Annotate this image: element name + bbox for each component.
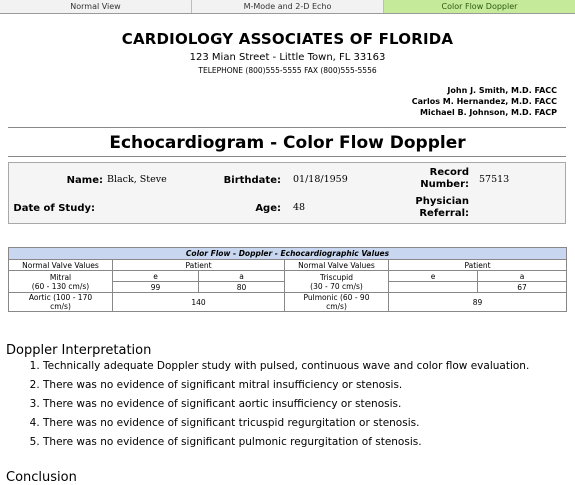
tricuspid-e-value xyxy=(389,282,478,293)
aortic-normal-cell xyxy=(9,293,113,312)
doctor-list xyxy=(412,85,557,118)
pulmonic-value: 89 xyxy=(389,293,567,312)
record-number-label xyxy=(399,167,469,191)
conclusion-heading: Conclusion xyxy=(6,470,77,485)
patient-name: Black, Steve xyxy=(107,174,167,185)
pulmonic-normal-cell xyxy=(285,293,389,312)
cell-line: (30 - 70 cm/s) xyxy=(310,281,363,291)
interpretation-list xyxy=(6,360,573,455)
doctor-name: Michael B. Johnson, M.D. FACP xyxy=(420,108,557,117)
record-label-line: Record xyxy=(429,167,469,178)
column-subheader-e: e xyxy=(113,271,199,282)
cell-line: cm/s) xyxy=(50,302,71,311)
cell-line: cm/s) xyxy=(326,302,347,311)
birthdate-label: Birthdate: xyxy=(223,175,281,186)
mitral-a-value: 80 xyxy=(199,282,285,293)
mitral-normal-cell xyxy=(9,271,113,293)
tab-mmode-2d-echo[interactable]: M-Mode and 2-D Echo xyxy=(192,0,384,13)
age-value: 48 xyxy=(293,202,306,213)
cell-line: Mitral xyxy=(49,272,72,282)
study-date-label: Date of Study: xyxy=(13,203,95,214)
org-phone: TELEPHONE (800)555-5555 FAX (800)555-5556 xyxy=(198,66,377,75)
cell-line: (60 - 130 cm/s) xyxy=(31,281,90,291)
column-subheader-a: a xyxy=(199,271,285,282)
interpretation-heading: Doppler Interpretation xyxy=(6,343,152,358)
list-item: 4. There was no evidence of significant tricuspid regurgitation or stenosis. xyxy=(43,417,573,430)
column-subheader-a: a xyxy=(478,271,567,282)
table-row xyxy=(9,271,567,282)
org-name: CARDIOLOGY ASSOCIATES OF FLORIDA xyxy=(121,30,454,48)
cell-line: Triscupid xyxy=(319,272,354,282)
referral-label-line: Referral: xyxy=(419,208,469,219)
physician-referral-label xyxy=(399,196,469,220)
doctor-name: John J. Smith, M.D. FACC xyxy=(447,86,557,95)
record-number-value: 57513 xyxy=(479,174,510,185)
table-caption: Color Flow - Doppler - Echocardiographic Values xyxy=(9,248,567,260)
column-header: Patient xyxy=(113,260,285,271)
column-header: Normal Valve Values xyxy=(285,260,389,271)
divider xyxy=(8,127,566,128)
divider xyxy=(8,156,566,157)
aortic-value: 140 xyxy=(113,293,285,312)
list-item: 1. Technically adequate Doppler study with pulsed, continuous wave and color flow evaluation. xyxy=(43,360,573,373)
name-label: Name: xyxy=(66,175,103,186)
table-header-row xyxy=(9,260,567,271)
record-label-line: Number: xyxy=(420,179,469,190)
tricuspid-normal-cell xyxy=(285,271,389,293)
table-caption-row xyxy=(9,248,567,260)
birthdate-value: 01/18/1959 xyxy=(293,174,348,185)
tab-color-flow-doppler[interactable]: Color Flow Doppler xyxy=(384,0,575,13)
column-header: Normal Valve Values xyxy=(9,260,113,271)
list-item: 2. There was no evidence of significant mitral insufficiency or stenosis. xyxy=(43,379,573,392)
mitral-e-value: 99 xyxy=(113,282,199,293)
org-address: 123 Mian Street - Little Town, FL 33163 xyxy=(189,52,386,63)
referral-label-line: Physician xyxy=(415,196,469,207)
list-item: 3. There was no evidence of significant aortic insufficiency or stenosis. xyxy=(43,398,573,411)
column-subheader-e: e xyxy=(389,271,478,282)
table-row xyxy=(9,293,567,312)
age-label: Age: xyxy=(255,203,281,214)
view-tabs xyxy=(0,0,575,14)
cell-line: Aortic (100 - 170 xyxy=(28,293,93,302)
tricuspid-a-value: 67 xyxy=(478,282,567,293)
patient-info-box xyxy=(8,162,566,224)
doppler-values-table xyxy=(8,247,567,312)
list-item: 5. There was no evidence of significant pulmonic regurgitation of stenosis. xyxy=(43,436,573,449)
tab-normal-view[interactable]: Normal View xyxy=(0,0,192,13)
doctor-name: Carlos M. Hernandez, M.D. FACC xyxy=(411,97,557,106)
column-header: Patient xyxy=(389,260,567,271)
report-title: Echocardiogram - Color Flow Doppler xyxy=(109,133,466,153)
cell-line: Pulmonic (60 - 90 xyxy=(303,293,370,302)
